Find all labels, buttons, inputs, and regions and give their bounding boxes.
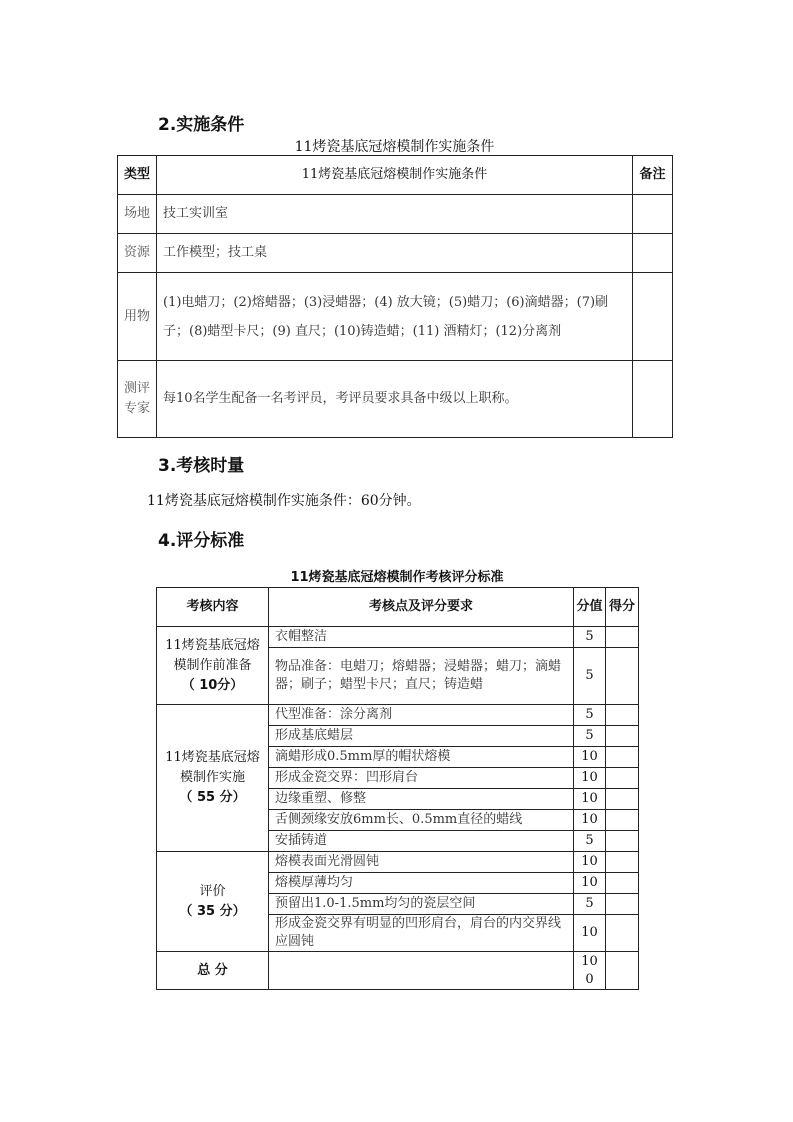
requirement: 熔模厚薄均匀 [269, 873, 574, 894]
group-title: 11烤瓷基底冠熔模制作实施 [165, 750, 260, 785]
total-label: 总 分 [157, 952, 269, 990]
table-row [118, 195, 673, 234]
section-3-heading: 3.考核时量 [158, 456, 245, 476]
row-note [633, 195, 673, 234]
requirement: 预留出1.0-1.5mm均匀的瓷层空间 [269, 894, 574, 915]
requirement: 舌侧颈缘安放6mm长、0.5mm直径的蜡线 [269, 810, 574, 831]
requirement: 滴蜡形成0.5mm厚的帽状熔模 [269, 747, 574, 768]
score: 5 [574, 726, 606, 747]
obtained [606, 810, 639, 831]
group-points: （ 10分） [181, 677, 244, 693]
score: 10 [574, 915, 606, 952]
group-name [157, 852, 269, 952]
group-name [157, 705, 269, 852]
score: 5 [574, 627, 606, 648]
header-score: 分值 [574, 588, 606, 627]
score: 10 [574, 810, 606, 831]
row-type: 场地 [118, 195, 157, 234]
row-content: 技工实训室 [157, 195, 633, 234]
table-row [118, 234, 673, 273]
row-note [633, 361, 673, 438]
obtained [606, 915, 639, 952]
requirement: 代型准备：涂分离剂 [269, 705, 574, 726]
row-content: (1)电蜡刀；(2)熔蜡器；(3)浸蜡器；(4) 放大镜；(5)蜡刀；(6)滴蜡器；(7)刷子；(8)蜡型卡尺；(9) 直尺；(10)铸造蜡；(11) 酒精灯；(12)分离剂 [157, 273, 633, 361]
header-got: 得分 [606, 588, 639, 627]
score: 10 [574, 747, 606, 768]
table-row [157, 852, 639, 873]
total-got [606, 952, 639, 990]
obtained [606, 831, 639, 852]
table-row [157, 705, 639, 726]
obtained [606, 894, 639, 915]
total-row [157, 952, 639, 990]
obtained [606, 705, 639, 726]
obtained [606, 627, 639, 648]
group-title: 评价 [199, 883, 226, 899]
group-points: （ 55 分） [179, 790, 246, 805]
table-row [118, 361, 673, 438]
score: 10 [574, 852, 606, 873]
total-score: 100 [574, 952, 606, 990]
table-row [118, 273, 673, 361]
score: 5 [574, 894, 606, 915]
obtained [606, 789, 639, 810]
obtained [606, 747, 639, 768]
obtained [606, 768, 639, 789]
score: 5 [574, 705, 606, 726]
total-req [269, 952, 574, 990]
table-row [157, 627, 639, 648]
row-content: 每10名学生配备一名考评员，考评员要求具备中级以上职称。 [157, 361, 633, 438]
conditions-table [117, 155, 673, 438]
scoring-table [156, 587, 639, 990]
table-1-caption: 11烤瓷基底冠熔模制作实施条件 [294, 139, 495, 155]
group-name [157, 627, 269, 705]
requirement: 形成基底蜡层 [269, 726, 574, 747]
section-2-heading: 2.实施条件 [158, 115, 245, 135]
score: 10 [574, 789, 606, 810]
header-note: 备注 [633, 156, 673, 195]
requirement: 物品准备：电蜡刀；熔蜡器；浸蜡器；蜡刀；滴蜡器；刷子；蜡型卡尺；直尺；铸造蜡 [269, 648, 574, 705]
obtained [606, 648, 639, 705]
score: 5 [574, 648, 606, 705]
row-content: 工作模型；技工桌 [157, 234, 633, 273]
row-note [633, 234, 673, 273]
group-title: 11烤瓷基底冠熔模制作前准备 [165, 637, 260, 673]
table-2-caption: 11烤瓷基底冠熔模制作考核评分标准 [290, 570, 504, 585]
requirement: 衣帽整洁 [269, 627, 574, 648]
duration-text: 11烤瓷基底冠熔模制作实施条件：60分钟。 [147, 493, 421, 509]
score: 10 [574, 768, 606, 789]
group-points: （ 35 分） [179, 903, 246, 919]
score: 5 [574, 831, 606, 852]
obtained [606, 726, 639, 747]
row-type: 资源 [118, 234, 157, 273]
requirement: 形成金瓷交界有明显的凹形肩台，肩台的内交界线应圆钝 [269, 915, 574, 952]
row-type: 测评专家 [118, 361, 157, 438]
header-requirements: 考核点及评分要求 [269, 588, 574, 627]
requirement: 安插铸道 [269, 831, 574, 852]
section-4-heading: 4.评分标准 [158, 531, 245, 551]
row-note [633, 273, 673, 361]
obtained [606, 873, 639, 894]
header-content: 考核内容 [157, 588, 269, 627]
header-type: 类型 [118, 156, 157, 195]
requirement: 形成金瓷交界：凹形肩台 [269, 768, 574, 789]
row-type: 用物 [118, 273, 157, 361]
header-conditions: 11烤瓷基底冠熔模制作实施条件 [157, 156, 633, 195]
requirement: 边缘重塑、修整 [269, 789, 574, 810]
score: 10 [574, 873, 606, 894]
requirement: 熔模表面光滑圆钝 [269, 852, 574, 873]
obtained [606, 852, 639, 873]
